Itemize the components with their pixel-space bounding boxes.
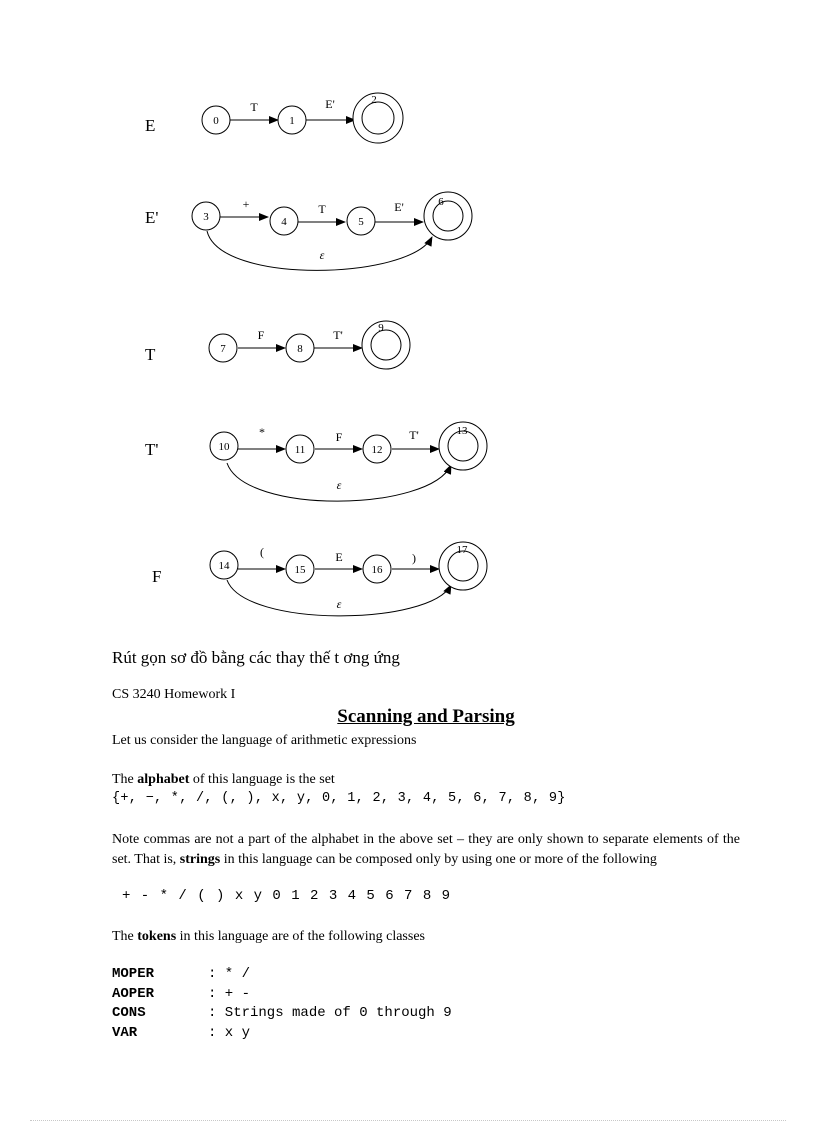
note-post: in this language can be composed only by using one or more of the following — [220, 851, 657, 867]
alphabet-intro — [112, 772, 335, 788]
diagram-row-T — [145, 321, 410, 369]
edge-label: E — [335, 550, 343, 564]
state-number: 14 — [218, 560, 230, 572]
tokens-intro — [112, 929, 425, 945]
intro-text: Let us consider the language of arithmetic expressions — [112, 733, 417, 748]
course-line: CS 3240 Homework I — [112, 687, 236, 702]
state-number: 1 — [289, 115, 295, 127]
token-class-name: MOPER — [112, 966, 155, 982]
token-class-name: AOPER — [112, 985, 155, 1002]
state-number: 8 — [297, 343, 303, 355]
edge-label: F — [335, 430, 343, 444]
row-label-T: T — [145, 345, 156, 364]
state-number: 2 — [371, 94, 377, 106]
diagram-row-T-prime — [145, 422, 487, 501]
edge-label: T — [318, 202, 326, 216]
state-number: 6 — [438, 196, 444, 208]
epsilon-label: ε — [319, 248, 325, 262]
state-number: 13 — [456, 425, 468, 437]
state-number: 11 — [294, 444, 306, 456]
page-title: Scanning and Parsing — [337, 706, 515, 727]
state-number: 9 — [378, 322, 384, 334]
diagram-row-E-prime — [145, 192, 472, 270]
vietnamese-caption: Rút gọn sơ đồ bằng các thay thế t ơng ứng — [112, 648, 400, 667]
alphabet-pre: The — [112, 772, 138, 787]
alphabet-set: {+, −, *, /, (, ), x, y, 0, 1, 2, 3, 4, 5, 6, 7, 8, 9} — [112, 791, 566, 806]
edge-label: T' — [333, 328, 343, 342]
symbol-list: + - * / ( ) x y 0 1 2 3 4 5 6 7 8 9 — [122, 888, 452, 904]
row-label-E-prime: E' — [145, 208, 159, 227]
note-pre: Note commas are not a part of the alphabet in the above set – they are only shown to separate elements of the set. That is, — [112, 832, 740, 867]
diagram-row-E — [145, 93, 403, 143]
state-number: 12 — [371, 444, 383, 456]
row-label-F: F — [152, 567, 162, 586]
row-label-T-prime: T' — [145, 440, 159, 459]
token-class-row — [112, 1024, 452, 1044]
tokens-pre: The — [112, 929, 138, 944]
edge-label: * — [259, 425, 265, 439]
token-class-table — [112, 965, 452, 1043]
state-number: 0 — [213, 115, 219, 127]
row-label-E: E — [145, 116, 156, 135]
edge-label: T — [250, 100, 258, 114]
note-paragraph — [112, 830, 740, 869]
state-number: 17 — [456, 544, 468, 556]
state-number: 5 — [358, 216, 364, 228]
footer-divider — [30, 1120, 786, 1121]
edge-label: ( — [260, 545, 264, 559]
state-number: 7 — [220, 343, 226, 355]
token-class-row — [112, 985, 452, 1005]
token-class-name: CONS — [112, 1005, 146, 1021]
token-class-value: : + - — [208, 985, 251, 1002]
token-class-row — [112, 1004, 452, 1024]
alphabet-term: alphabet — [137, 772, 190, 787]
token-class-value: : Strings made of 0 through 9 — [208, 1005, 452, 1021]
edge-label: ) — [412, 551, 416, 565]
epsilon-label: ε — [336, 478, 342, 492]
tokens-term: tokens — [137, 929, 177, 944]
state-number: 16 — [371, 564, 383, 576]
diagram-row-F — [152, 542, 487, 616]
edge-label: F — [257, 328, 265, 342]
token-class-value: : x y — [208, 1024, 251, 1041]
state-number: 3 — [203, 211, 209, 223]
tokens-post: in this language are of the following classes — [176, 929, 425, 944]
edge-label: + — [242, 197, 250, 211]
edge-label: E' — [394, 200, 404, 214]
state-number: 15 — [294, 564, 306, 576]
alphabet-post: of this language is the set — [189, 772, 335, 787]
token-class-value: : * / — [208, 966, 251, 982]
state-number: 4 — [281, 216, 287, 228]
token-class-row — [112, 965, 452, 985]
edge-label: E' — [325, 97, 335, 111]
token-class-name: VAR — [112, 1024, 138, 1041]
strings-term: strings — [179, 851, 221, 867]
epsilon-label: ε — [336, 597, 342, 611]
edge-label: T' — [409, 428, 419, 442]
state-number: 10 — [218, 441, 230, 453]
